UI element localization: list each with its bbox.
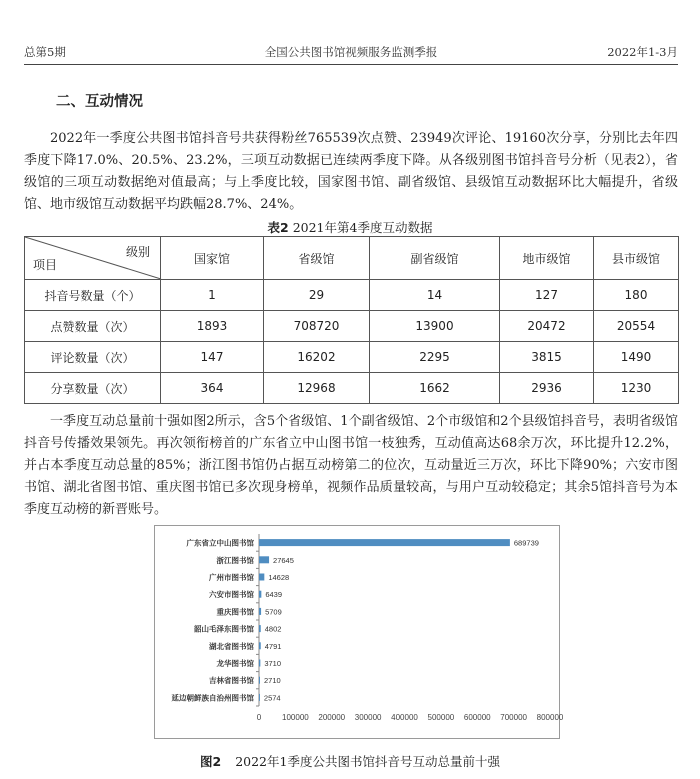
data-label: 27645 [273,555,294,565]
table-cell: 180 [594,280,679,311]
figure-caption-text: 2022年1季度公共图书馆抖音号互动总量前十强 [235,754,500,769]
bar [259,556,269,563]
corner-level-label: 级别 [125,245,150,259]
category-label: 湖北省图书馆 [209,641,254,651]
category-label: 重庆图书馆 [216,607,254,617]
row-label: 评论数量（次） [25,342,161,373]
issue-number: 总第5期 [24,45,66,59]
row-label: 点赞数量（次） [25,311,161,342]
chart-svg [155,526,564,738]
table-caption-text: 2021年第4季度互动数据 [292,220,433,235]
top-ten-bar-chart [154,525,564,739]
x-tick-label: 300000 [354,713,382,722]
category-label: 吉林省图书馆 [209,676,254,686]
corner-item-label: 项目 [33,258,58,272]
table-cell: 1 [161,280,264,311]
table-cell: 29 [264,280,370,311]
category-label: 广州市图书馆 [209,573,254,582]
table-cell: 1490 [594,342,679,373]
column-header: 省级馆 [264,237,370,280]
data-label: 6439 [265,590,283,600]
table-cell: 708720 [264,311,370,342]
table-cell: 1662 [370,373,500,404]
bar [259,677,260,684]
bar [259,574,264,581]
data-label: 4802 [264,624,282,634]
figure-label: 图2 [200,754,222,769]
x-tick-label: 500000 [427,713,455,722]
table-cell: 12968 [264,373,370,404]
report-title: 全国公共图书馆视频服务监测季报 [264,45,438,59]
table-cell: 13900 [370,311,500,342]
table-cell: 2936 [500,373,594,404]
data-label: 3710 [264,659,282,668]
x-tick-label: 0 [256,713,262,722]
bar [259,642,261,649]
table-cell: 127 [500,280,594,311]
table-cell: 364 [161,373,264,404]
table-caption [0,218,700,236]
column-header: 副省级馆 [370,237,500,280]
category-label: 韶山毛泽东图书馆 [194,624,254,634]
data-label: 2710 [263,676,281,686]
category-label: 六安市图书馆 [209,590,254,600]
interaction-data-table [24,236,679,404]
bar [259,539,510,546]
x-tick-label: 200000 [318,713,346,722]
x-tick-label: 800000 [536,713,564,722]
category-label: 龙华图书馆 [216,659,254,668]
category-label: 延边朝鲜族自治州图书馆 [171,693,254,703]
bar [259,625,261,632]
section-title: 二、互动情况 [56,94,143,110]
data-label: 14628 [268,573,290,582]
page-header [24,44,678,62]
data-label: 4791 [264,641,282,651]
data-label: 5709 [265,607,282,617]
category-label: 广东省立中山图书馆 [186,538,254,548]
table-cell: 3815 [500,342,594,373]
table-cell: 147 [161,342,264,373]
x-tick-label: 400000 [391,713,418,722]
table-row [25,311,679,342]
row-label: 抖音号数量（个） [25,280,161,311]
data-label: 689739 [513,538,539,548]
table-cell: 1230 [594,373,679,404]
table-row [25,373,679,404]
table-header-row [25,237,679,280]
paragraph-summary: 2022年一季度公共图书馆抖音号共获得粉丝765539次点赞、23949次评论、19160次分享，分别比去年四季度下降17.0%、20.5%、23.2%，三项互动数据已连续两季度下降。从各级别图书馆抖音号分析（见表2），省级馆的三项互动数据绝对值最高；与上季度比较，国家图书馆、副省级馆、县级馆互动数据环比大幅提升，省级馆、地市级馆互动数据平均跌幅28.7%、24%。 [24,131,678,212]
x-tick-label: 700000 [500,713,527,722]
table-cell: 2295 [370,342,500,373]
column-header: 地市级馆 [500,237,594,280]
table-row [25,342,679,373]
column-header: 国家馆 [161,237,264,280]
table-corner-cell [25,237,161,280]
header-divider [24,64,678,65]
bar [259,694,260,701]
x-tick-label: 100000 [282,713,309,722]
table-caption-label: 表2 [267,220,289,235]
category-label: 浙江图书馆 [216,555,254,565]
table-cell: 16202 [264,342,370,373]
data-label: 2574 [263,693,281,703]
paragraph-top-ten: 一季度互动总量前十强如图2所示，含5个省级馆、1个副省级馆、2个市级馆和2个县级馆抖音号，表明省级馆抖音号传播效果领先。再次领衔榜首的广东省立中山图书馆一枝独秀，互动值高达68余万次，环比提升12.2%，并占本季度互动总量的85%；浙江图书馆仍占据互动榜第二的位次，互动量近三万次，环比下降90%；六安市图书馆、湖北省图书馆、重庆图书馆已多次现身榜单，视频作品质量较高，与用户互动较稳定；其余5馆抖音号为本季度互动榜的新晋账号。 [24,414,678,517]
column-header: 县市级馆 [594,237,679,280]
bar [259,660,260,667]
row-label: 分享数量（次） [25,373,161,404]
table-cell: 20554 [594,311,679,342]
report-period: 2022年1-3月 [607,45,678,59]
table-cell: 1893 [161,311,264,342]
table-cell: 14 [370,280,500,311]
table-cell: 20472 [500,311,594,342]
x-tick-label: 600000 [463,713,491,722]
figure-caption [0,752,700,770]
bar [259,591,261,598]
bar [259,608,261,615]
table-row [25,280,679,311]
